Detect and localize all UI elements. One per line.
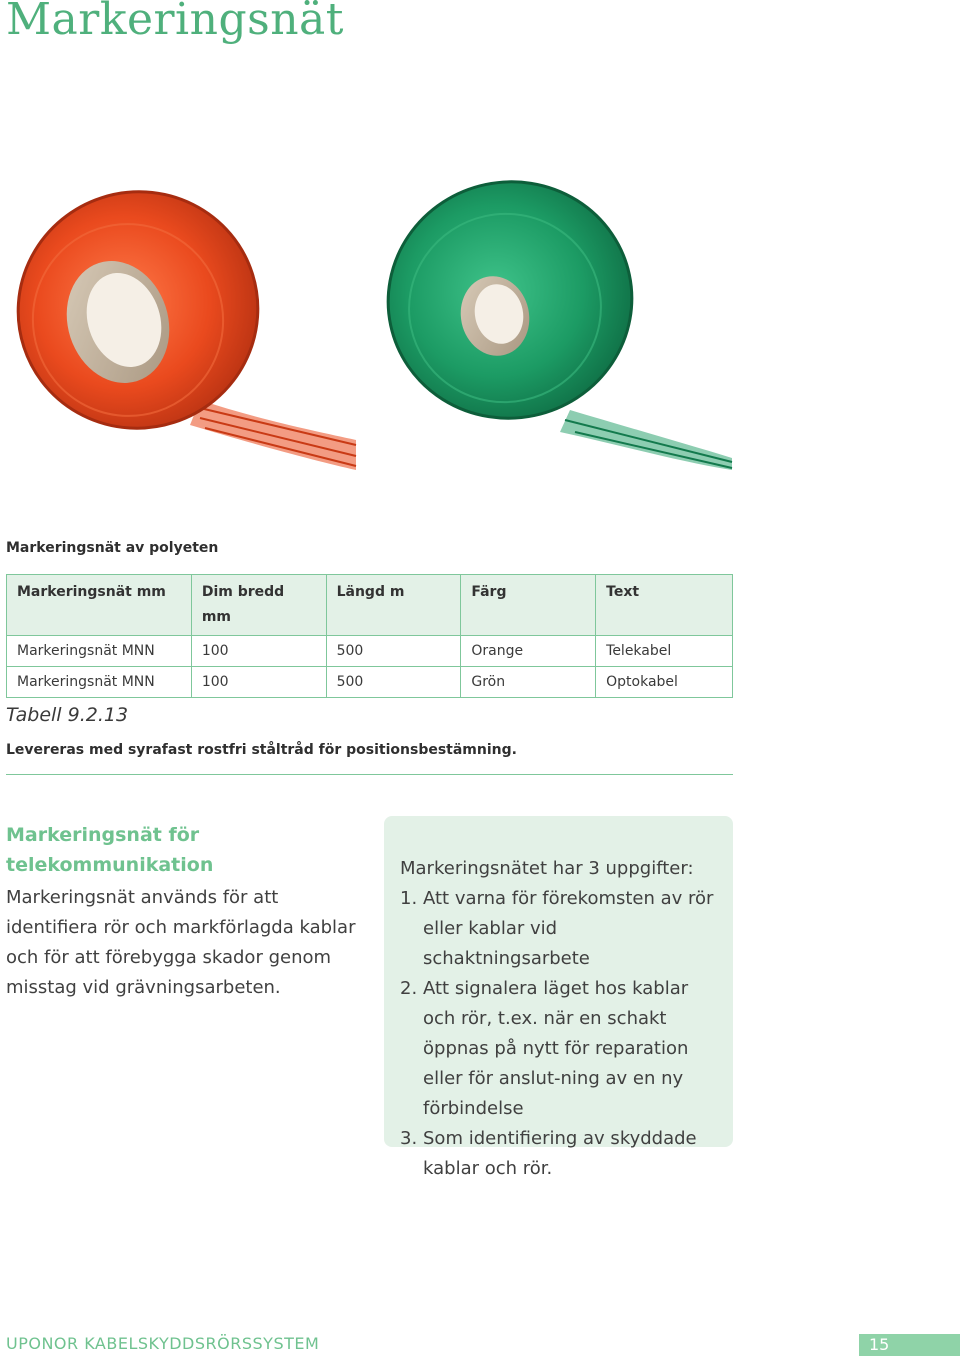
list-item-text: Som identifiering av skyddade kablar och rör.: [423, 1128, 697, 1179]
table-cell: Markeringsnät MNN: [7, 667, 192, 698]
list-item-number: 3.: [400, 1128, 418, 1149]
section-heading: Markeringsnät för telekommunikation: [6, 824, 214, 876]
orange-roll-image: [0, 170, 356, 470]
page-number-badge: 15: [859, 1334, 960, 1356]
table-header-cell: Markeringsnät mm: [7, 575, 192, 636]
section-body-text: Markeringsnät används för att identifiera rör och markförlagda kablar och för att förebygga skador genom misstag vid grävningsarbeten.: [6, 887, 356, 998]
info-box-lead: Markeringsnätet har 3 uppgifter:: [400, 858, 694, 879]
list-item: [400, 974, 723, 1124]
table-header-cell: Text: [596, 575, 733, 636]
list-item-number: 1.: [400, 888, 418, 909]
footer-brand: UPONOR KABELSKYDDSRÖRSSYSTEM: [6, 1334, 320, 1353]
list-item-number: 2.: [400, 978, 418, 999]
table-cell: 500: [326, 667, 461, 698]
list-item: [400, 884, 723, 974]
product-photo: [0, 170, 760, 500]
table-row: [7, 636, 733, 667]
table-cell: Telekabel: [596, 636, 733, 667]
tasks-list: [400, 884, 723, 1184]
table-row: [7, 667, 733, 698]
table-reference: Tabell 9.2.13: [6, 704, 129, 726]
section-divider: [6, 774, 733, 775]
list-item-text: Att signalera läget hos kablar och rör, t.ex. när en schakt öppnas på nytt för reparation eller för anslut-ning av en ny förbindelse: [423, 978, 689, 1119]
table-caption: Markeringsnät av polyeten: [6, 540, 219, 556]
table-header-cell: Dim bredd mm: [191, 575, 326, 636]
table-cell: Orange: [461, 636, 596, 667]
green-roll-image: [366, 170, 732, 470]
table-cell: Markeringsnät MNN: [7, 636, 192, 667]
table-cell: 500: [326, 636, 461, 667]
tasks-info-box: [384, 816, 733, 1179]
table-cell: 100: [191, 667, 326, 698]
table-cell: Optokabel: [596, 667, 733, 698]
list-item: [400, 1124, 723, 1184]
page-title: Markeringsnät: [6, 0, 344, 45]
delivery-note: Levereras med syrafast rostfri ståltråd för positionsbestämning.: [6, 742, 517, 758]
spec-table: [6, 574, 733, 698]
list-item-text: Att varna för förekomsten av rör eller kablar vid schaktningsarbete: [423, 888, 714, 969]
table-header-cell: Längd m: [326, 575, 461, 636]
table-header-row: [7, 575, 733, 636]
table-header-cell: Färg: [461, 575, 596, 636]
table-cell: Grön: [461, 667, 596, 698]
table-cell: 100: [191, 636, 326, 667]
